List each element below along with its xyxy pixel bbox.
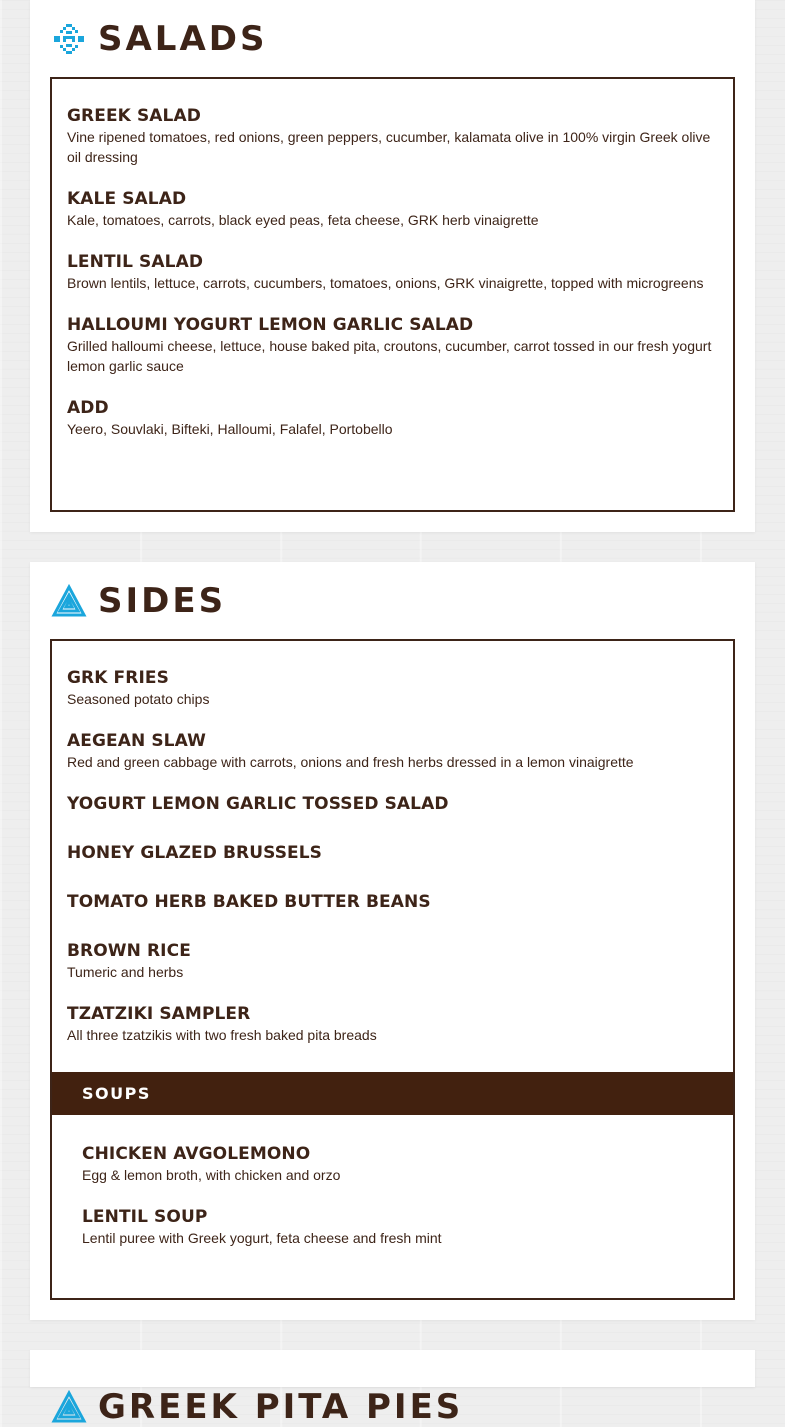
list-item xyxy=(82,1143,718,1185)
list-item xyxy=(82,1206,718,1248)
list-item xyxy=(67,842,718,864)
salads-title: SALADS xyxy=(98,18,268,59)
soups-title: SOUPS xyxy=(82,1084,151,1103)
item-name: YOGURT LEMON GARLIC TOSSED SALAD xyxy=(67,794,449,814)
item-description: Tumeric and herbs xyxy=(67,964,184,980)
item-description: Kale, tomatoes, carrots, black eyed peas, feta cheese, GRK herb vinaigrette xyxy=(67,212,539,228)
item-name: TOMATO HERB BAKED BUTTER BEANS xyxy=(67,892,431,912)
pita-pies-section xyxy=(30,1350,755,1427)
item-description: Red and green cabbage with carrots, onions and fresh herbs dressed in a lemon vinaigrette xyxy=(67,754,634,770)
item-name: HALLOUMI YOGURT LEMON GARLIC SALAD xyxy=(67,315,474,335)
item-name: CHICKEN AVGOLEMONO xyxy=(82,1144,311,1164)
triangle-spiral-icon xyxy=(52,584,86,618)
item-description: All three tzatzikis with two fresh baked pita breads xyxy=(67,1027,377,1043)
item-name: LENTIL SALAD xyxy=(67,252,204,272)
item-name: ADD xyxy=(67,398,109,418)
sides-header xyxy=(30,562,755,639)
salads-list xyxy=(52,79,733,474)
list-item xyxy=(67,730,718,772)
sides-list xyxy=(52,641,733,1072)
item-name: GRK FRIES xyxy=(67,668,169,688)
item-name: KALE SALAD xyxy=(67,189,187,209)
list-item xyxy=(67,251,718,293)
item-name: LENTIL SOUP xyxy=(82,1207,208,1227)
sides-title: SIDES xyxy=(98,580,227,621)
list-item xyxy=(67,105,718,167)
item-name: HONEY GLAZED BRUSSELS xyxy=(67,843,323,863)
item-description: Lentil puree with Greek yogurt, feta cheese and fresh mint xyxy=(82,1230,442,1246)
list-item xyxy=(67,667,718,709)
salads-section xyxy=(30,0,755,532)
sides-menu-box xyxy=(50,639,735,1300)
item-name: BROWN RICE xyxy=(67,941,191,961)
item-name: GREEK SALAD xyxy=(67,106,201,126)
pita-pies-header xyxy=(30,1350,755,1427)
item-description: Yeero, Souvlaki, Bifteki, Halloumi, Falafel, Portobello xyxy=(67,421,393,437)
item-description: Seasoned potato chips xyxy=(67,691,210,707)
list-item xyxy=(67,397,718,439)
item-description: Grilled halloumi cheese, lettuce, house baked pita, croutons, cucumber, carrot tossed in our fresh yogurt lemon garlic sauce xyxy=(67,338,712,374)
soups-list xyxy=(52,1115,733,1281)
list-item xyxy=(67,793,718,815)
greek-pattern-icon xyxy=(52,22,86,56)
pita-pies-title: GREEK PITA PIES xyxy=(98,1386,464,1427)
list-item xyxy=(67,1003,718,1045)
item-description: Brown lentils, lettuce, carrots, cucumbers, tomatoes, onions, GRK vinaigrette, topped with microgreens xyxy=(67,275,704,291)
list-item xyxy=(67,314,718,376)
sides-section xyxy=(30,562,755,1320)
soups-subheader xyxy=(52,1072,733,1115)
salads-header xyxy=(30,0,755,77)
list-item xyxy=(67,891,718,913)
list-item xyxy=(67,940,718,982)
item-description: Vine ripened tomatoes, red onions, green peppers, cucumber, kalamata olive in 100% virgin Greek olive oil dressing xyxy=(67,129,711,165)
list-item xyxy=(67,188,718,230)
salads-menu-box xyxy=(50,77,735,512)
item-name: TZATZIKI SAMPLER xyxy=(67,1004,251,1024)
item-name: AEGEAN SLAW xyxy=(67,731,206,751)
triangle-spiral-icon xyxy=(52,1390,86,1424)
item-description: Egg & lemon broth, with chicken and orzo xyxy=(82,1167,341,1183)
